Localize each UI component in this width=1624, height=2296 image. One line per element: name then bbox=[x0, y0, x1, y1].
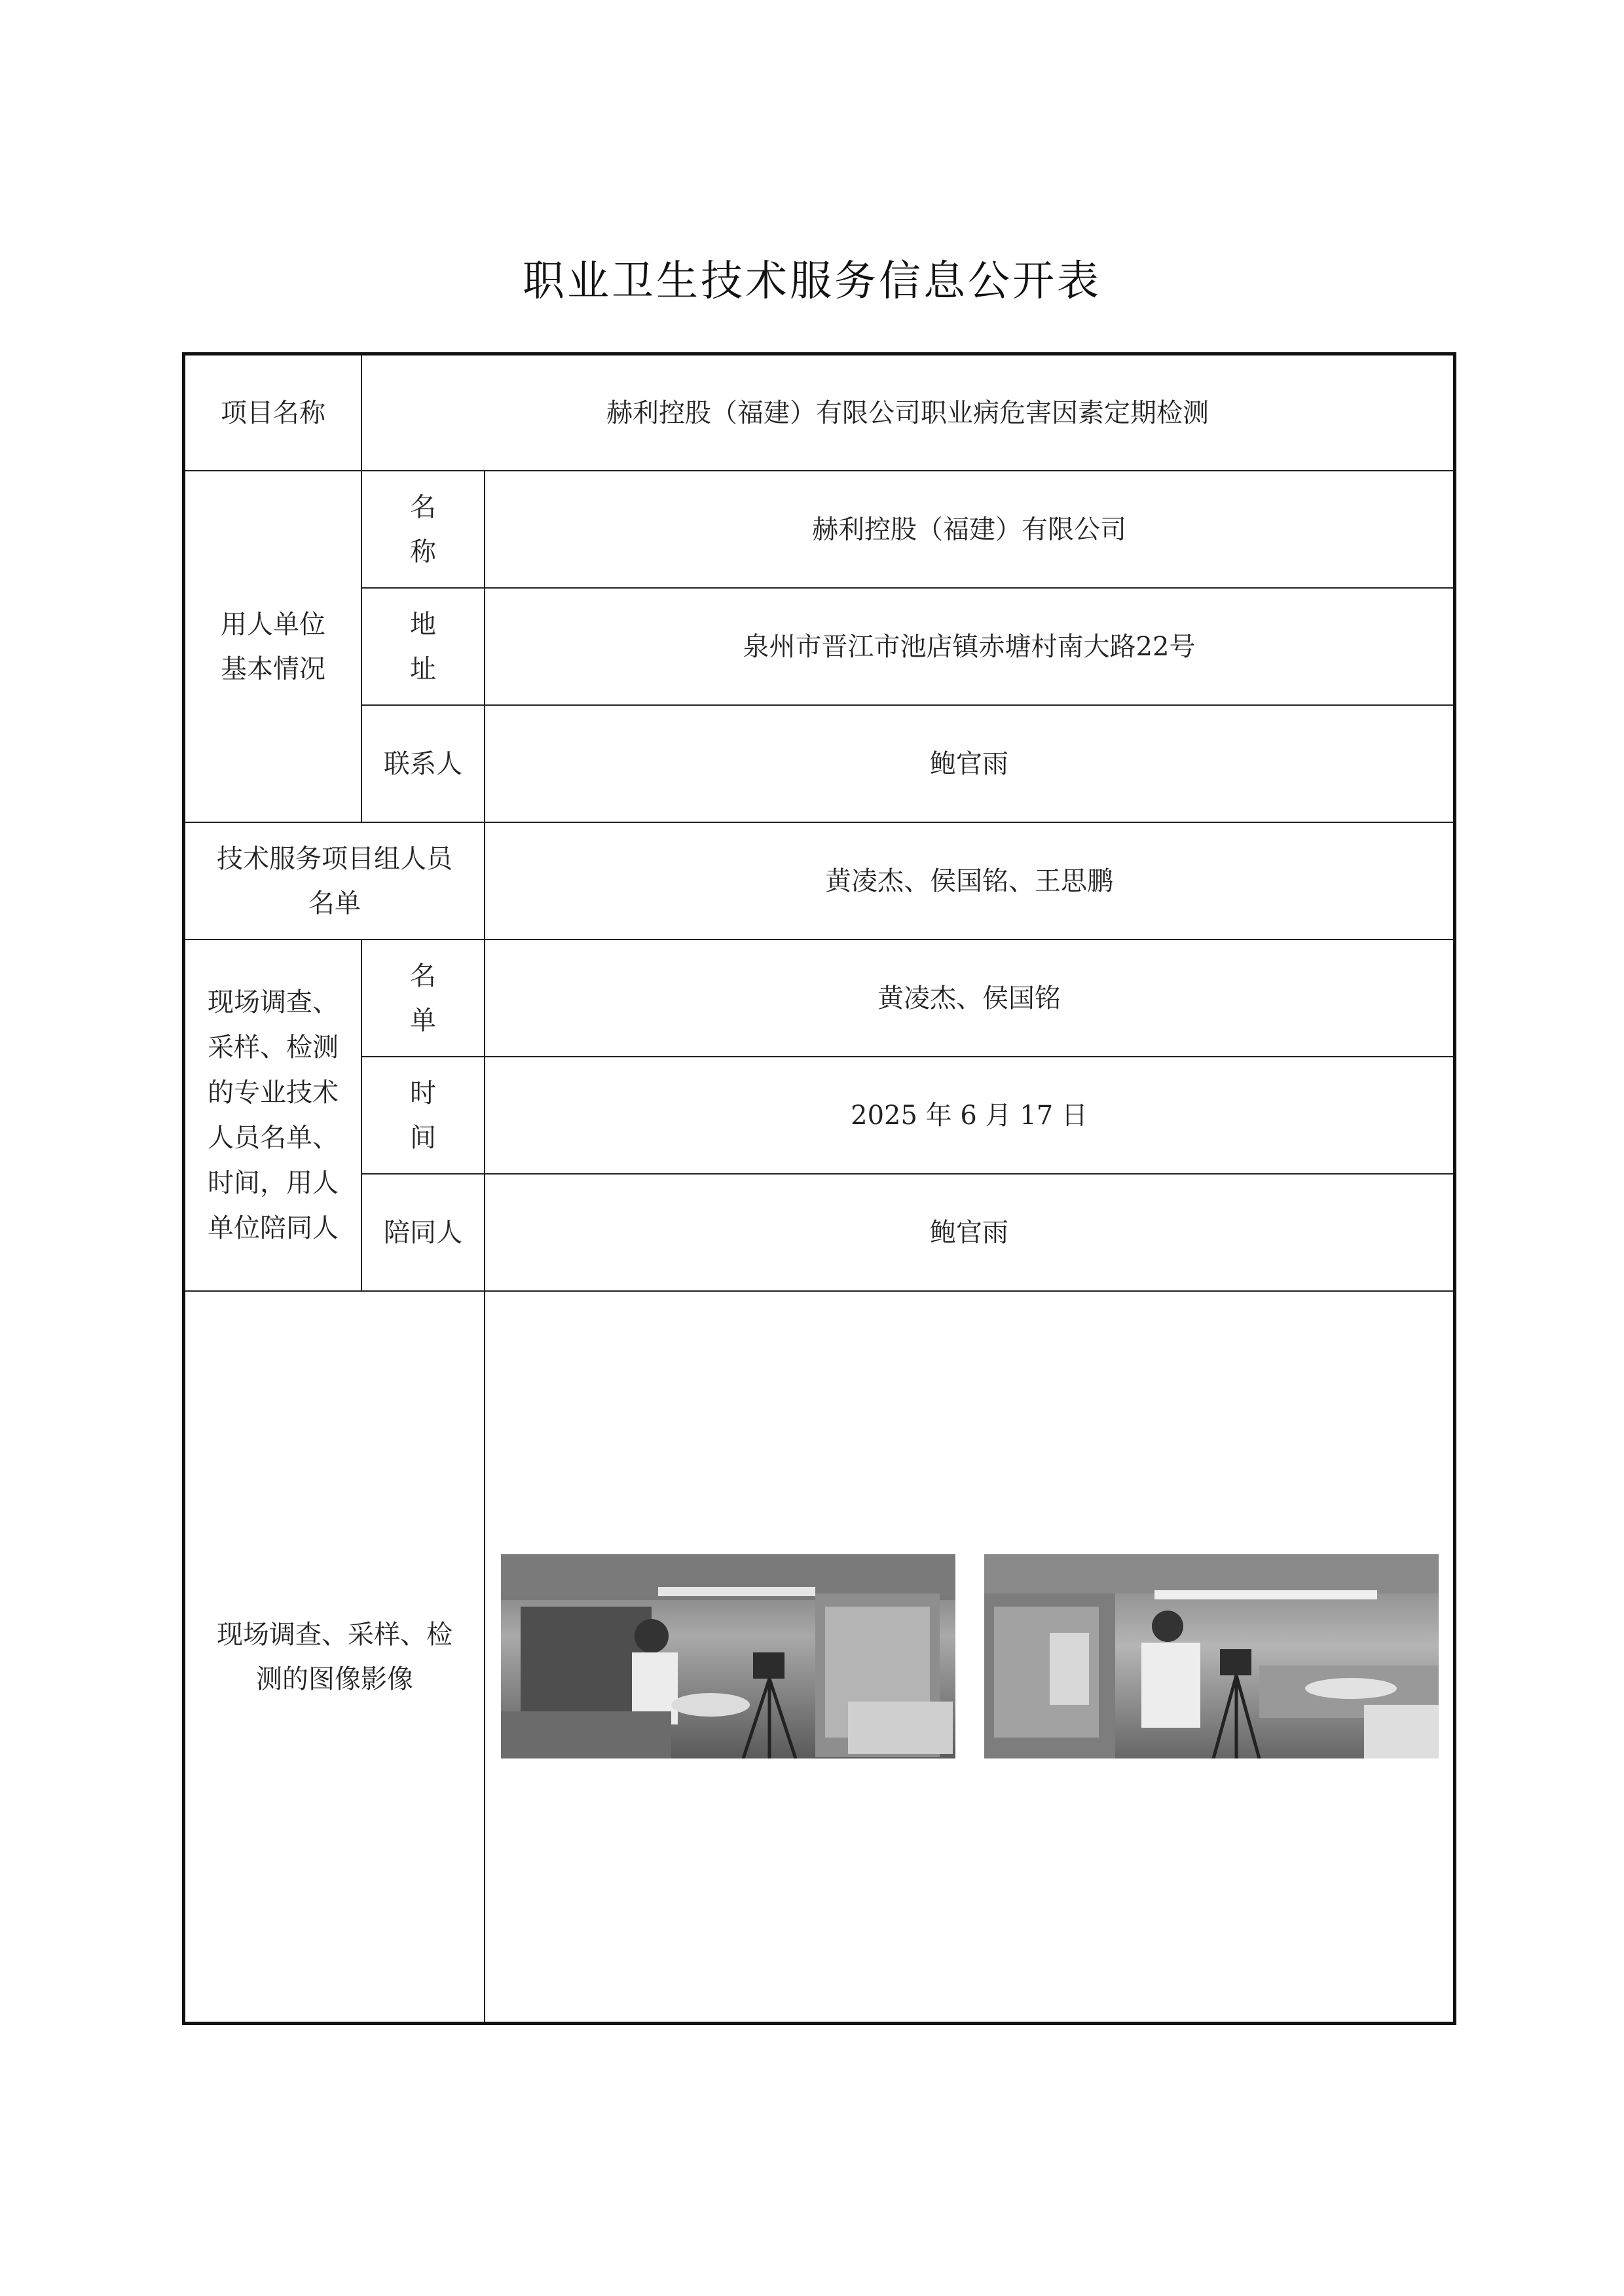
team-label-line2: 名单 bbox=[308, 888, 361, 919]
onsite-time-value: 2025 年 6 月 17 日 bbox=[851, 1100, 1088, 1131]
onsite-group-label bbox=[185, 940, 361, 1290]
onsite-label-line: 现场调查、 bbox=[208, 987, 339, 1017]
images-label bbox=[185, 1292, 484, 2022]
employer-contact-value: 鲍官雨 bbox=[930, 748, 1008, 779]
onsite-photo-1 bbox=[501, 1554, 955, 1758]
onsite-time-label: 时间 bbox=[410, 1078, 465, 1153]
team-label-line1: 技术服务项目组人员 bbox=[217, 843, 452, 874]
images-label-line1: 现场调查、采样、检 bbox=[217, 1619, 452, 1650]
onsite-list-value: 黄凌杰、侯国铭 bbox=[877, 983, 1061, 1013]
onsite-companion-label: 陪同人 bbox=[384, 1217, 462, 1248]
employer-name-label: 名称 bbox=[410, 492, 465, 567]
onsite-label-line: 采样、检测 bbox=[208, 1032, 339, 1063]
onsite-photo-2 bbox=[984, 1554, 1439, 1758]
employer-group-label bbox=[185, 471, 361, 822]
employer-contact-label: 联系人 bbox=[384, 748, 462, 779]
onsite-label-line: 时间，用人 bbox=[208, 1167, 339, 1198]
employer-name-value: 赫利控股（福建）有限公司 bbox=[812, 514, 1126, 545]
images-label-line2: 测的图像影像 bbox=[256, 1664, 413, 1694]
project-value: 赫利控股（福建）有限公司职业病危害因素定期检测 bbox=[606, 397, 1209, 428]
onsite-companion-value: 鲍官雨 bbox=[930, 1217, 1008, 1248]
employer-group-label-line1: 用人单位 bbox=[221, 609, 325, 640]
onsite-label-line: 人员名单、 bbox=[208, 1122, 339, 1153]
page-title: 职业卫生技术服务信息公开表 bbox=[523, 257, 1101, 306]
photo-1-image bbox=[501, 1554, 955, 1758]
onsite-list-label: 名单 bbox=[410, 960, 465, 1036]
onsite-label-line: 的专业技术 bbox=[208, 1077, 339, 1108]
team-value: 黄凌杰、侯国铭、王思鹏 bbox=[825, 866, 1113, 896]
project-label: 项目名称 bbox=[221, 397, 325, 428]
employer-group-label-line2: 基本情况 bbox=[221, 653, 325, 684]
onsite-label-line: 单位陪同人 bbox=[208, 1212, 339, 1243]
employer-address-value: 泉州市晋江市池店镇赤塘村南大路22号 bbox=[743, 631, 1196, 662]
team-label bbox=[185, 823, 484, 939]
employer-address-label: 地址 bbox=[410, 609, 465, 684]
info-table bbox=[182, 352, 1456, 2025]
photo-2-image bbox=[984, 1554, 1439, 1758]
